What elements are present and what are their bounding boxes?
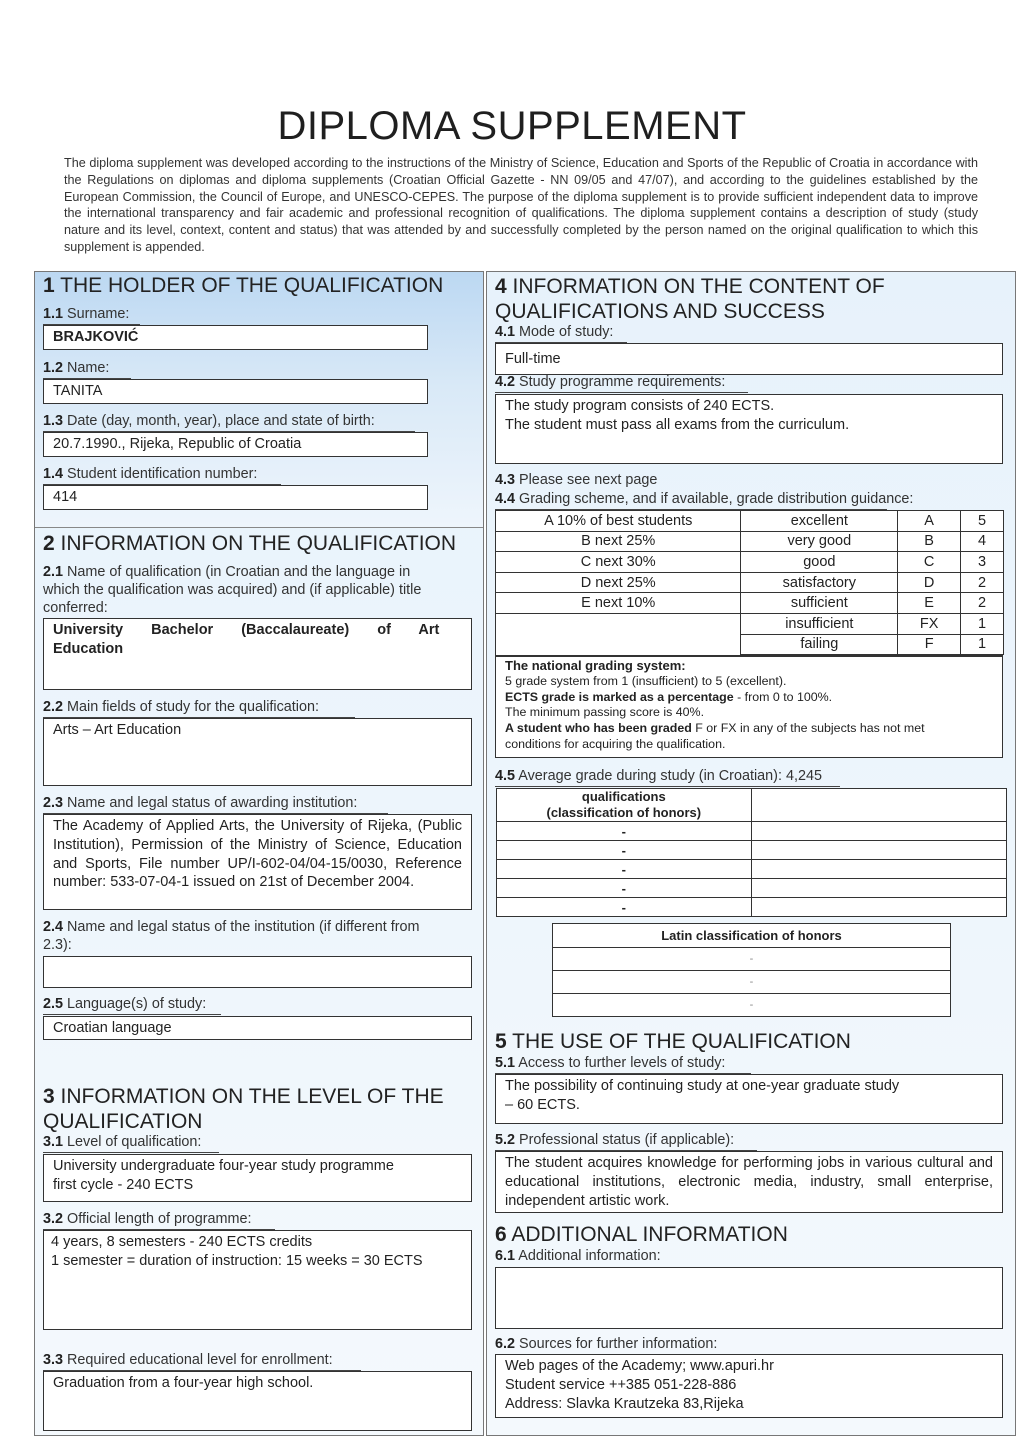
birth-label: 1.3 Date (day, month, year), place and state of birth: xyxy=(43,413,375,429)
additional-info-field xyxy=(495,1267,1003,1329)
honors-value-cell xyxy=(751,879,1006,898)
honors-header: qualifications (classification of honors) xyxy=(497,789,752,822)
honors-cell: - xyxy=(497,879,752,898)
honors-value-cell xyxy=(751,822,1006,841)
professional-status-label: 5.2 Professional status (if applicable): xyxy=(495,1132,735,1148)
grade-distribution-cell: C next 30% xyxy=(496,552,741,573)
label-underline xyxy=(495,392,748,393)
grade-row xyxy=(496,593,1004,614)
latin-row xyxy=(553,994,951,1017)
surname-field: BRAJKOVIĆ xyxy=(43,325,428,350)
label-underline xyxy=(43,1014,221,1015)
institution2-label: 2.4 Name and legal status of the institution (if different from 2.3): xyxy=(43,919,420,953)
enrollment-label: 3.3 Required educational level for enrollment: xyxy=(43,1352,333,1368)
requirements-label: 4.2 Study programme requirements: xyxy=(495,374,726,390)
section5-heading: 5 THE USE OF THE QUALIFICATION xyxy=(495,1030,851,1053)
grade-distribution-cell: A 10% of best students xyxy=(496,511,741,532)
surname-label: 1.1 Surname: xyxy=(43,306,130,322)
honors-value-cell xyxy=(751,841,1006,860)
honors-row xyxy=(497,898,1007,917)
professional-status-field: The student acquires knowledge for performing jobs in various cultural and educational institutions, electronic media, industry, small enterprise, independent artistic work. xyxy=(495,1151,1003,1213)
section3-heading: 3 INFORMATION ON THE LEVEL OF THE QUALIFICATION xyxy=(43,1085,444,1133)
grade-letter-cell: B xyxy=(898,531,961,552)
language-field: Croatian language xyxy=(43,1016,472,1040)
qualification-field: University Bachelor (Baccalaureate) of Art Education xyxy=(43,618,472,690)
student-id-label: 1.4 Student identification number: xyxy=(43,466,258,482)
institution-field: The Academy of Applied Arts, the University of Rijeka, (Public Institution), Permission of the Ministry of Science, Education and Sports, File number UP/I-602-04/04-15/0030, Reference number: 533-07-04-1 issued on 21st of December 2004. xyxy=(43,814,472,910)
grade-description-cell: satisfactory xyxy=(741,572,898,593)
fields-field: Arts – Art Education xyxy=(43,718,472,786)
grade-description-cell: very good xyxy=(741,531,898,552)
grade-letter-cell: C xyxy=(898,552,961,573)
access-label: 5.1 Access to further levels of study: xyxy=(495,1055,726,1071)
latin-row xyxy=(553,948,951,971)
honors-cell: - xyxy=(497,898,752,917)
grade-description-cell: good xyxy=(741,552,898,573)
section4-heading: 4 INFORMATION ON THE CONTENT OF QUALIFICATIONS AND SUCCESS xyxy=(495,275,885,323)
birth-field: 20.7.1990., Rijeka, Republic of Croatia xyxy=(43,432,428,457)
length-label: 3.2 Official length of programme: xyxy=(43,1211,252,1227)
section-divider xyxy=(35,527,483,528)
mode-label: 4.1 Mode of study: xyxy=(495,324,614,340)
name-label: 1.2 Name: xyxy=(43,360,110,376)
next-page-label: 4.3 Please see next page xyxy=(495,472,658,488)
sources-field: Web pages of the Academy; www.apuri.hr Student service ++385 051-228-886 Address: Slavka Krautzeka 83,Rijeka xyxy=(495,1354,1003,1418)
level-field: University undergraduate four-year study programme first cycle - 240 ECTS xyxy=(43,1154,472,1202)
institution2-field xyxy=(43,956,472,988)
requirements-field: The study program consists of 240 ECTS. The student must pass all exams from the curriculum. xyxy=(495,394,1003,464)
length-field: 4 years, 8 semesters - 240 ECTS credits 1 semester = duration of instruction: 15 weeks = 30 ECTS xyxy=(43,1230,472,1330)
honors-row xyxy=(497,860,1007,879)
grade-distribution-cell xyxy=(496,634,741,655)
honors-row xyxy=(497,841,1007,860)
grade-letter-cell: FX xyxy=(898,613,961,634)
national-grading-note: The national grading system: 5 grade system from 1 (insufficient) to 5 (excellent). ECTS grade is marked as a percentage - from 0 to 100%. The minimum passing score is 40%. A student who has been graded F or FX in any of the subjects has not met conditions for acquiring the qualification. xyxy=(495,656,1003,758)
grade-number-cell: 3 xyxy=(961,552,1004,573)
grading-table xyxy=(495,510,1004,655)
grade-row xyxy=(496,634,1004,655)
latin-row xyxy=(553,971,951,994)
grade-distribution-cell: E next 10% xyxy=(496,593,741,614)
student-id-field: 414 xyxy=(43,485,428,510)
institution-label: 2.3 Name and legal status of awarding institution: xyxy=(43,795,358,811)
access-field: The possibility of continuing study at one-year graduate study – 60 ECTS. xyxy=(495,1074,1003,1124)
grade-description-cell: failing xyxy=(741,634,898,655)
honors-header-blank xyxy=(751,789,1006,822)
grade-number-cell: 2 xyxy=(961,572,1004,593)
document-title: DIPLOMA SUPPLEMENT xyxy=(277,104,747,148)
honors-cell: - xyxy=(497,822,752,841)
latin-header: Latin classification of honors xyxy=(553,924,951,948)
section6-heading: 6 ADDITIONAL INFORMATION xyxy=(495,1223,788,1246)
section2-heading: 2 INFORMATION ON THE QUALIFICATION xyxy=(43,532,457,555)
grade-number-cell: 1 xyxy=(961,613,1004,634)
honors-row xyxy=(497,879,1007,898)
label-underline xyxy=(495,786,840,787)
grade-row xyxy=(496,552,1004,573)
grade-row xyxy=(496,511,1004,532)
language-label: 2.5 Language(s) of study: xyxy=(43,996,207,1012)
grading-scheme-label: 4.4 Grading scheme, and if available, grade distribution guidance: xyxy=(495,491,914,507)
name-field: TANITA xyxy=(43,379,428,404)
label-underline xyxy=(43,1152,219,1153)
section1-heading: 1 THE HOLDER OF THE QUALIFICATION xyxy=(43,274,444,297)
grade-description-cell: sufficient xyxy=(741,593,898,614)
grade-row xyxy=(496,572,1004,593)
grade-letter-cell: D xyxy=(898,572,961,593)
latin-honors-table xyxy=(552,923,951,1017)
grade-description-cell: insufficient xyxy=(741,613,898,634)
grade-letter-cell: F xyxy=(898,634,961,655)
latin-cell: - xyxy=(553,948,951,971)
grade-row xyxy=(496,531,1004,552)
fields-label: 2.2 Main fields of study for the qualification: xyxy=(43,699,319,715)
sources-label: 6.2 Sources for further information: xyxy=(495,1336,718,1352)
average-grade-label: 4.5 Average grade during study (in Croatian): 4,245 xyxy=(495,768,822,784)
enrollment-field: Graduation from a four-year high school. xyxy=(43,1371,472,1431)
latin-cell: - xyxy=(553,994,951,1017)
grade-row xyxy=(496,613,1004,634)
grade-number-cell: 5 xyxy=(961,511,1004,532)
latin-cell: - xyxy=(553,971,951,994)
grade-distribution-cell: B next 25% xyxy=(496,531,741,552)
grade-distribution-cell xyxy=(496,613,741,634)
additional-info-label: 6.1 Additional information: xyxy=(495,1248,661,1264)
grade-letter-cell: A xyxy=(898,511,961,532)
honors-table xyxy=(496,788,1007,917)
level-label: 3.1 Level of qualification: xyxy=(43,1134,202,1150)
qualification-label: 2.1 Name of qualification (in Croatian and the language in which the qualification was acquired) and (if applicable) title conferred: xyxy=(43,564,422,616)
honors-row xyxy=(497,822,1007,841)
honors-cell: - xyxy=(497,860,752,879)
grade-letter-cell: E xyxy=(898,593,961,614)
honors-cell: - xyxy=(497,841,752,860)
honors-value-cell xyxy=(751,860,1006,879)
mode-field: Full-time xyxy=(495,343,1003,375)
grade-description-cell: excellent xyxy=(741,511,898,532)
grade-number-cell: 4 xyxy=(961,531,1004,552)
intro-paragraph: The diploma supplement was developed according to the instructions of the Ministry of Science, Education and Sports of the Republic of Croatia in accordance with the Regulations on diplomas and diploma supplements (Croatian Official Gazette - NN 09/05 and 47/07), and according to the guidelines established by the European Commission, the Council of Europe, and UNESCO-CEPES. The purpose of the diploma supplement is to provide sufficient independent data to improve the international transparency and fair academic and professional recognition of qualifications. The diploma supplement contains a description of study (study nature and its level, context, content and status) that was attended by and successfully completed by the person named on the original qualification to which this supplement is appended. xyxy=(64,156,978,254)
grade-number-cell: 2 xyxy=(961,593,1004,614)
honors-value-cell xyxy=(751,898,1006,917)
grade-distribution-cell: D next 25% xyxy=(496,572,741,593)
grade-number-cell: 1 xyxy=(961,634,1004,655)
